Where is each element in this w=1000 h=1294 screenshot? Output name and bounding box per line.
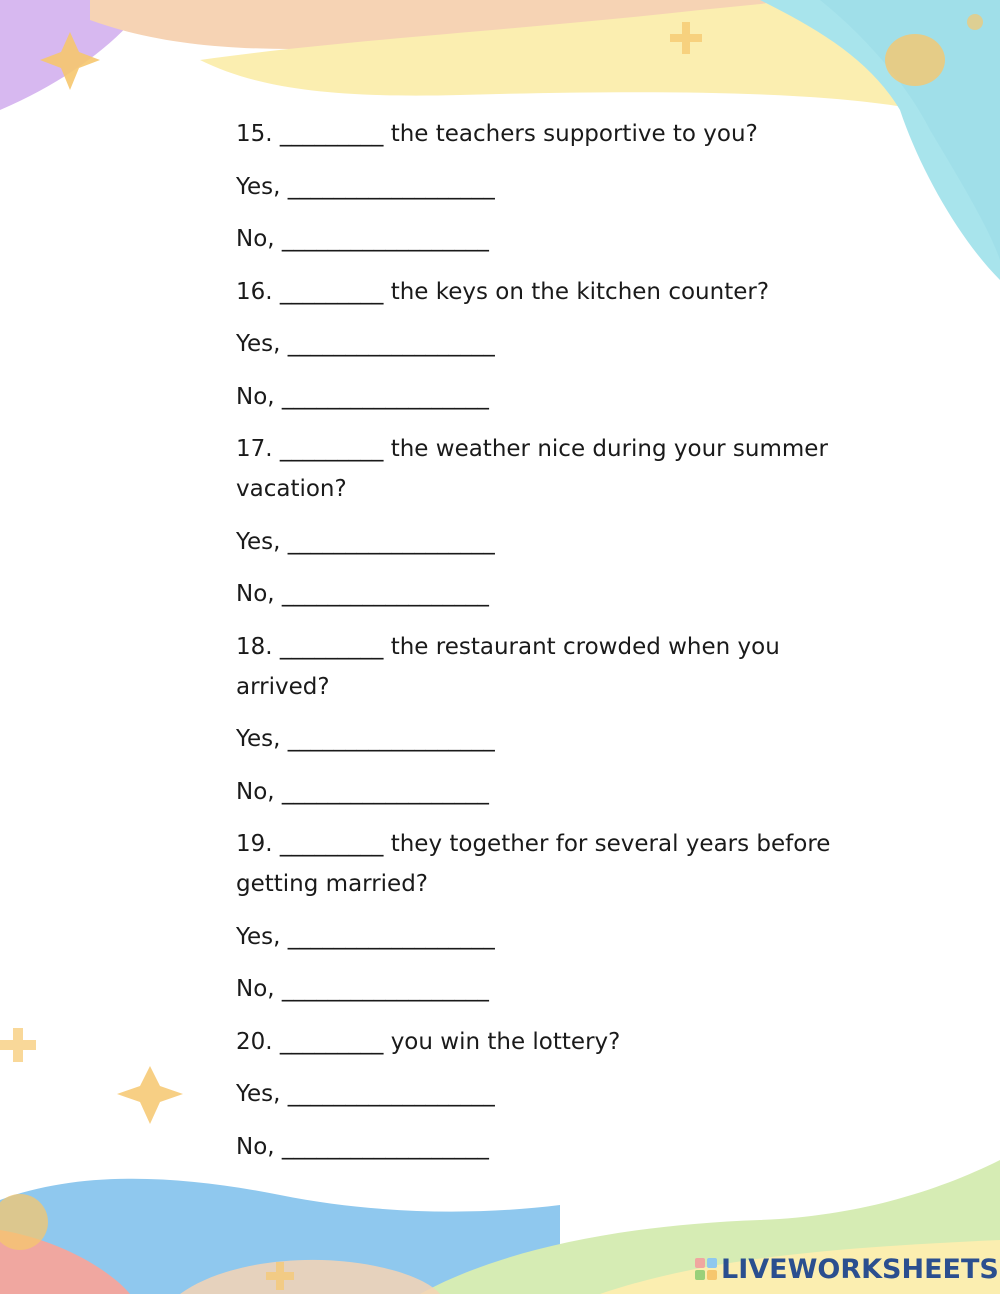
question-block-16 [236, 272, 876, 417]
question-17-text[interactable]: 17. _________ the weather nice during your summer vacation? [236, 436, 828, 502]
question-16-yes-line[interactable]: Yes, __________________ [236, 331, 495, 357]
liveworksheets-logo[interactable] [695, 1252, 999, 1286]
question-15-no-line[interactable]: No, __________________ [236, 226, 489, 252]
liveworksheets-logo-icon [695, 1258, 717, 1280]
plus-icon-left [0, 1028, 36, 1062]
question-list [236, 114, 876, 1167]
liveworksheets-logo-text: LIVEWORKSHEETS [721, 1253, 999, 1285]
question-18-text[interactable]: 18. _________ the restaurant crowded when you arrived? [236, 633, 780, 700]
question-block-15 [236, 114, 876, 259]
question-15-yes-line[interactable]: Yes, __________________ [236, 173, 495, 200]
question-20-no-line[interactable]: No, __________________ [236, 1133, 489, 1160]
question-block-19 [236, 824, 876, 1009]
question-18-no-line[interactable]: No, __________________ [236, 778, 489, 805]
orange-circle-top-right [885, 34, 945, 86]
question-17-yes-line[interactable]: Yes, __________________ [236, 528, 495, 555]
small-circle-top-right [967, 14, 983, 30]
question-block-20 [236, 1022, 876, 1167]
star-icon-left [117, 1066, 183, 1124]
question-19-no-line[interactable]: No, __________________ [236, 976, 489, 1002]
question-19-text[interactable]: 19. _________ they together for several years before getting married? [236, 831, 831, 897]
question-19-yes-line[interactable]: Yes, __________________ [236, 923, 495, 950]
question-16-text[interactable]: 16. _________ the keys on the kitchen counter? [236, 278, 770, 305]
question-block-18 [236, 627, 876, 812]
question-18-yes-line[interactable]: Yes, __________________ [236, 726, 495, 752]
question-16-no-line[interactable]: No, __________________ [236, 383, 489, 410]
question-20-yes-line[interactable]: Yes, __________________ [236, 1081, 495, 1107]
question-17-no-line[interactable]: No, __________________ [236, 581, 489, 607]
question-block-17 [236, 429, 876, 614]
question-20-text[interactable]: 20. _________ you win the lottery? [236, 1028, 621, 1055]
question-15-text[interactable]: 15. _________ the teachers supportive to you? [236, 121, 758, 147]
